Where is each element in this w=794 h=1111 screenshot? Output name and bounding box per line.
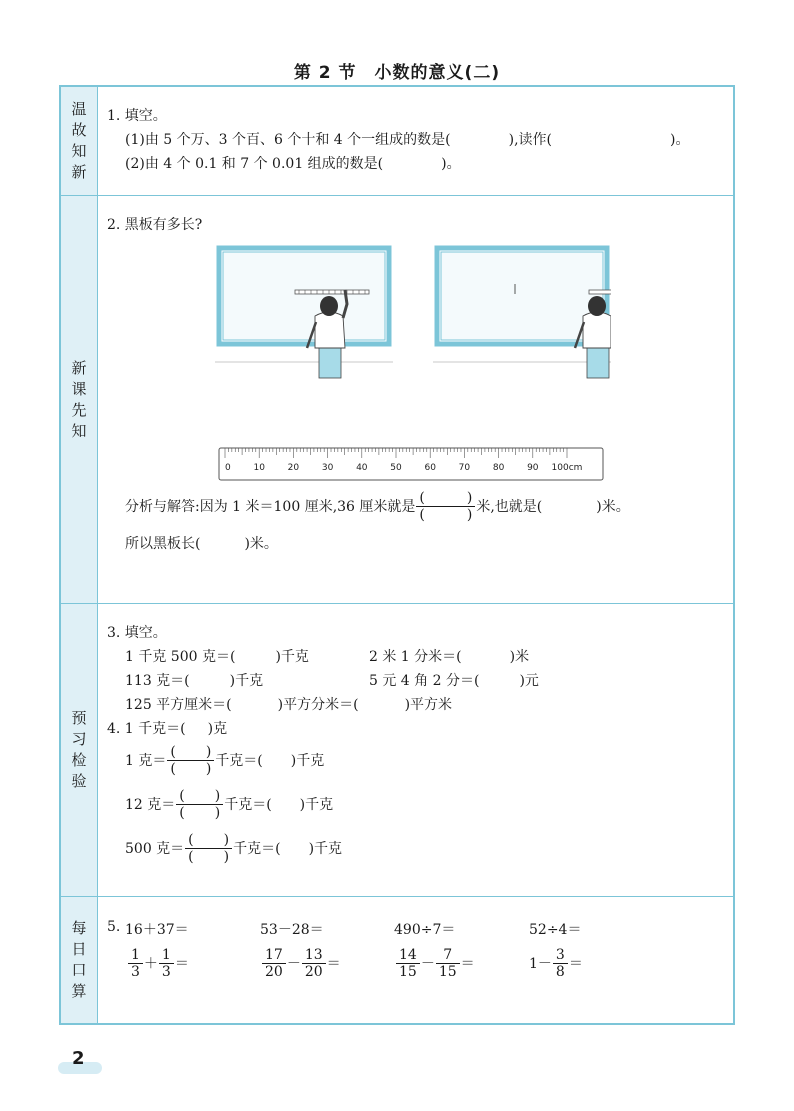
q5-item: 16＋37＝ <box>125 922 189 938</box>
section-preview <box>61 604 733 897</box>
ruler-label: 60 <box>424 463 436 473</box>
q1-part-a: (1)由 5 个万、3 个百、6 个十和 4 个一组成的数是( ),读作( )。 <box>125 132 690 148</box>
q5-fraction-item: $\frac{14}{15}$ － $\frac{7}{15}$ ＝ <box>395 943 475 983</box>
q3-item: 113 克＝( )千克 <box>125 673 264 689</box>
q5-fraction-item: 1－ $\frac{3}{8}$ ＝ <box>529 946 583 980</box>
q5-item: 52÷4＝ <box>529 922 582 938</box>
q5-number: 5. <box>107 919 121 935</box>
blackboard-illustration <box>215 244 611 484</box>
ruler-label: 40 <box>356 463 368 473</box>
worksheet-frame <box>59 85 735 1025</box>
questions-3-4 <box>107 604 725 896</box>
page-title: 第 2 节 小数的意义(二) <box>293 63 501 83</box>
ruler-label: 70 <box>458 463 471 473</box>
ruler-label: 80 <box>492 463 505 473</box>
section-new <box>61 196 733 604</box>
fraction-blank[interactable]: $\frac{( )}{( )}$ <box>416 490 475 523</box>
q2-analysis-line: 分析与解答:因为 1 米＝100 厘米,36 厘米就是 $\frac{( )}{( )}$ 米,也就是( )米。 <box>125 489 630 523</box>
q5-item: 490÷7＝ <box>394 922 456 938</box>
ruler-label: 30 <box>321 463 334 473</box>
q4-item: 500 克＝ $\frac{( )}{( )}$ 千克＝( )千克 <box>125 831 343 865</box>
ruler-label: 0 <box>225 463 231 473</box>
question-5 <box>107 897 725 1023</box>
q3-item: 5 元 4 角 2 分＝( )元 <box>369 673 539 689</box>
q5-item: 53－28＝ <box>260 922 324 938</box>
ruler-label: 10 <box>253 463 265 473</box>
fraction-blank[interactable]: $\frac{( )}{( )}$ <box>176 788 223 821</box>
q4-item: 12 克＝ $\frac{( )}{( )}$ 千克＝( )千克 <box>125 787 334 821</box>
ruler-label: 100cm <box>551 463 583 473</box>
section-review <box>61 87 733 196</box>
ruler-label: 20 <box>287 463 300 473</box>
fraction-blank[interactable]: $\frac{( )}{( )}$ <box>167 744 214 777</box>
q4-item: 1 克＝ $\frac{( )}{( )}$ 千克＝( )千克 <box>125 743 325 777</box>
q3-item: 1 千克 500 克＝( )千克 <box>125 649 309 665</box>
section-label-daily: 每日口算 <box>61 897 98 1023</box>
q3-item: 2 米 1 分米＝( )米 <box>369 649 530 665</box>
page-number: 2 <box>72 1048 85 1069</box>
fraction-blank[interactable]: $\frac{( )}{( )}$ <box>185 832 232 865</box>
q3-heading: 3. 填空。 <box>107 625 167 641</box>
q1-heading: 1. 填空。 <box>107 108 167 124</box>
section-label-review: 温故知新 <box>61 87 98 195</box>
meter-ruler <box>219 448 603 480</box>
q5-fraction-item: $\frac{1}{3}$ ＋ $\frac{1}{3}$ ＝ <box>127 943 189 983</box>
q5-fraction-item: $\frac{17}{20}$ － $\frac{13}{20}$ ＝ <box>261 943 341 983</box>
ruler-label: 50 <box>390 463 402 473</box>
q2-heading: 2. 黑板有多长? <box>107 217 203 233</box>
section-label-preview: 预习检验 <box>61 604 98 896</box>
q1-part-b: (2)由 4 个 0.1 和 7 个 0.01 组成的数是( )。 <box>125 156 461 172</box>
ruler-label: 90 <box>527 463 539 473</box>
q3-item: 125 平方厘米＝( )平方分米＝( )平方米 <box>125 697 453 713</box>
question-1 <box>107 87 725 195</box>
q2-conclusion-line: 所以黑板长( )米。 <box>125 536 278 552</box>
section-daily <box>61 897 733 1023</box>
q4-heading: 4. 1 千克＝( )克 <box>107 721 228 737</box>
section-label-new: 新课先知 <box>61 196 98 603</box>
question-2 <box>107 196 725 603</box>
